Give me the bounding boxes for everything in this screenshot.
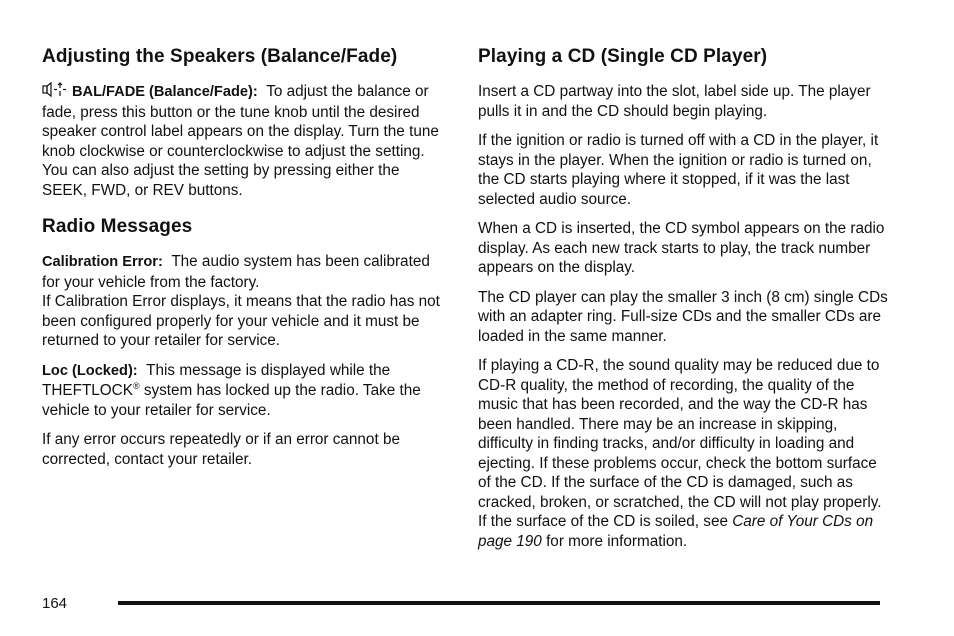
cd-r-text-end: for more information. bbox=[546, 532, 688, 550]
page-number: 164 bbox=[42, 595, 68, 612]
speaker-balance-icon bbox=[42, 82, 68, 98]
footer-rule bbox=[118, 601, 880, 605]
calibration-error-text-2: If Calibration Error displays, it means that the radio has not been configured properly for your vehicle and it must be returned to your retailer for service. bbox=[42, 293, 440, 349]
balance-fade-text: To adjust the balance or fade, press this button or the tune knob until the desired speaker control label appears on the display. Turn the tune knob clockwise or counterclockwise to adjust the setting. You can also adjust the setting by pressing either the SEEK, FWD, or REV buttons. bbox=[42, 83, 439, 199]
radio-messages-heading: Radio Messages bbox=[42, 216, 193, 237]
locked-paragraph bbox=[42, 361, 448, 421]
cd-paragraph-1: Insert a CD partway into the slot, label side up. The player pulls it in and the CD should begin playing. bbox=[478, 83, 871, 120]
balance-fade-paragraph bbox=[42, 82, 448, 200]
calibration-error-paragraph bbox=[42, 252, 448, 351]
right-column bbox=[478, 44, 888, 561]
care-of-cds-reference: Care of Your CDs on page 190 bbox=[478, 513, 874, 550]
cd-heading: Playing a CD (Single CD Player) bbox=[478, 46, 768, 67]
balance-fade-label: BAL/FADE (Balance/Fade): bbox=[72, 84, 258, 100]
locked-label: Loc (Locked): bbox=[42, 362, 138, 379]
locked-text-2: system has locked up the radio. Take the vehicle to your retailer for service. bbox=[42, 382, 421, 419]
repeated-error-paragraph: If any error occurs repeatedly or if an error cannot be corrected, contact your retailer. bbox=[42, 431, 400, 468]
cd-paragraph-5 bbox=[478, 356, 888, 551]
calibration-error-text-1: The audio system has been calibrated for your vehicle from the factory. bbox=[42, 253, 430, 291]
cd-paragraph-2: If the ignition or radio is turned off with a CD in the player, it stays in the player. When the ignition or radio is turned on, the CD starts playing where it stopped, if it was the last selected audio source. bbox=[478, 132, 879, 208]
left-column bbox=[42, 44, 448, 479]
cd-paragraph-4: The CD player can play the smaller 3 inch (8 cm) single CDs with an adapter ring. Full-size CDs and the smaller CDs are loaded in the same manner. bbox=[478, 288, 888, 345]
registered-mark: ® bbox=[132, 380, 140, 391]
calibration-error-label: Calibration Error: bbox=[42, 254, 163, 270]
speakers-heading: Adjusting the Speakers (Balance/Fade) bbox=[42, 46, 398, 67]
locked-text-1: This message is displayed while the THEFTLOCK bbox=[42, 361, 391, 399]
cd-paragraph-3: When a CD is inserted, the CD symbol appears on the radio display. As each new track starts to play, the track number appears on the display. bbox=[478, 220, 885, 276]
cd-r-text: If playing a CD-R, the sound quality may be reduced due to CD-R quality, the method of recording, the quality of the music that has been recorded, and the way the CD-R has been handled. There may be an increase in skipping, difficulty in finding tracks, and/or difficulty in loading and ejecting. If these problems occur, check the bottom surface of the CD. If the surface of the CD is damaged, such as cracked, broken, or scratched, the CD will not play properly. If the surface of the CD is soiled, see bbox=[478, 357, 882, 530]
